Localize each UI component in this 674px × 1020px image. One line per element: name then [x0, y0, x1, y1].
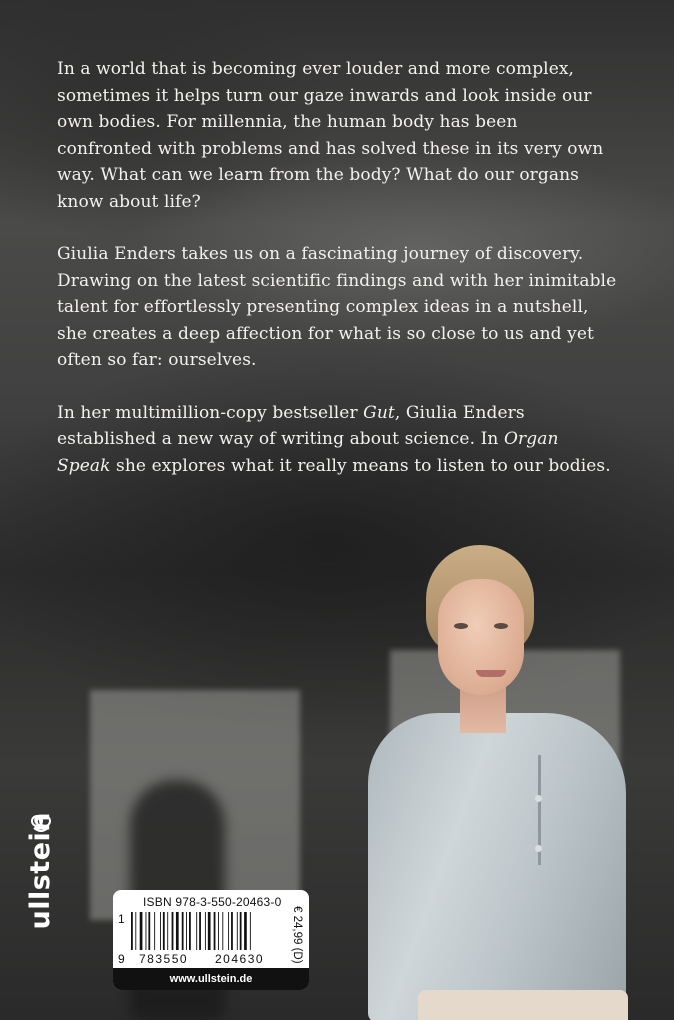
barcode-bar	[172, 912, 174, 950]
author-photo	[360, 545, 660, 1020]
barcode-bar	[189, 912, 191, 950]
barcode-bar	[196, 912, 197, 950]
barcode-label	[113, 890, 309, 990]
barcode-bar	[167, 912, 168, 950]
barcode-bars	[129, 912, 289, 954]
barcode-bar	[186, 912, 187, 950]
barcode-bar	[199, 912, 201, 950]
author-skirt	[418, 990, 628, 1020]
blurb-paragraph-3: In her multimillion-copy bestseller Gut, Giulia Enders established a new way of writing about science. In Organ Speak she explores what it really means to listen to our bodies.	[57, 402, 611, 476]
barcode-bar	[214, 912, 216, 950]
author-mouth	[476, 670, 506, 677]
barcode-bar	[244, 912, 247, 950]
barcode-bar	[146, 912, 147, 950]
author-blouse	[368, 713, 626, 1020]
author-eye-right	[494, 623, 508, 629]
barcode-bar	[176, 912, 179, 950]
barcode-lead-digit: 1	[118, 912, 125, 926]
isbn-text: ISBN 978-3-550-20463-0	[143, 895, 282, 909]
blouse-button	[535, 845, 542, 852]
barcode-bar	[182, 912, 184, 950]
barcode-bar	[218, 912, 219, 950]
barcode-digits-left: 783550	[139, 952, 189, 966]
barcode-bar	[228, 912, 229, 950]
blurb-text	[57, 56, 617, 505]
barcode-bar	[154, 912, 155, 950]
barcode-bar	[237, 912, 238, 950]
barcode-bar	[240, 912, 242, 950]
barcode-bar	[231, 912, 233, 950]
blurb-paragraph-2: Giulia Enders takes us on a fascinating journey of discovery. Drawing on the latest scientific findings and with her inimitable talent for effortlessly presenting complex ideas in a nutshell, she creates a deep affection for what is so close to us and yet often so far: ourselves.	[57, 244, 617, 370]
author-face	[438, 579, 524, 695]
price-text: € 24,99 (D)	[291, 906, 303, 964]
blouse-button	[535, 795, 542, 802]
barcode-bar	[208, 912, 211, 950]
barcode-bar	[205, 912, 206, 950]
blurb-paragraph-1: In a world that is becoming ever louder and more complex, sometimes it helps turn our gaze inwards and look inside our own bodies. For millennia, the human body has been confronted with problems and has solved these in its very own way. What can we learn from the body? What do our organs know about life?	[57, 59, 604, 212]
barcode-bar	[160, 912, 161, 950]
barcode-bar	[148, 912, 150, 950]
barcode-bar	[140, 912, 143, 950]
barcode-bar	[131, 912, 133, 950]
barcode-bar	[135, 912, 136, 950]
publisher-name: ullstein	[25, 812, 56, 930]
author-eye-left	[454, 623, 468, 629]
barcode-bar	[163, 912, 165, 950]
barcode-digit-first: 9	[118, 952, 125, 966]
barcode-bar	[250, 912, 251, 950]
publisher-logo	[26, 812, 56, 992]
publisher-website: www.ullstein.de	[113, 968, 309, 990]
barcode-digits-right: 204630	[215, 952, 265, 966]
barcode-bar	[222, 912, 223, 950]
